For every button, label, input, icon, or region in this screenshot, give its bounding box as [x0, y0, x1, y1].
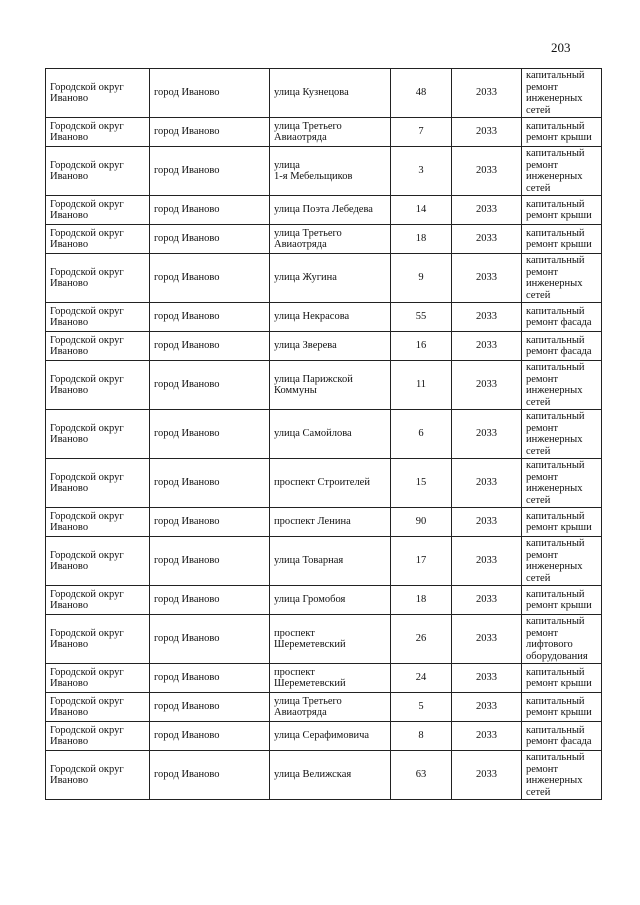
house-number-cell [391, 459, 452, 508]
municipality-text: Городской округ Иваново [50, 266, 124, 289]
street-text: улица Третьего Авиаотряда [274, 120, 342, 143]
street-text: проспект Ленина [274, 516, 351, 528]
municipality-text: Городской округ Иваново [50, 763, 124, 786]
year-cell [452, 722, 522, 751]
work-type-cell [522, 196, 602, 225]
year-cell [452, 664, 522, 693]
house-number-cell [391, 615, 452, 664]
street-cell [270, 332, 391, 361]
street-text: улица Третьего Авиаотряда [274, 227, 342, 250]
year-cell [452, 69, 522, 118]
municipality-text: Городской округ Иваново [50, 422, 124, 445]
municipality-cell [46, 254, 150, 303]
settlement-text: город Иваново [154, 165, 220, 177]
municipality-text: Городской округ Иваново [50, 227, 124, 250]
table-row [46, 69, 602, 118]
municipality-cell [46, 118, 150, 147]
year-text: 2033 [476, 555, 497, 567]
municipality-cell [46, 586, 150, 615]
house-number-cell [391, 69, 452, 118]
street-text: проспект Строителей [274, 477, 370, 489]
year-text: 2033 [476, 701, 497, 713]
house-number-cell [391, 693, 452, 722]
street-cell [270, 361, 391, 410]
year-text: 2033 [476, 87, 497, 99]
work-type-text: капитальный ремонт крыши [526, 695, 592, 718]
street-cell [270, 69, 391, 118]
street-cell [270, 664, 391, 693]
house-number-text: 55 [415, 311, 427, 323]
table-row [46, 615, 602, 664]
house-number-cell [391, 332, 452, 361]
street-cell [270, 722, 391, 751]
house-number-cell [391, 586, 452, 615]
street-text: улица 1-я Мебельщиков [274, 159, 353, 182]
street-cell [270, 693, 391, 722]
municipality-cell [46, 537, 150, 586]
work-type-text: капитальный ремонт инженерных сетей [526, 362, 585, 408]
municipality-text: Городской округ Иваново [50, 510, 124, 533]
settlement-cell [150, 508, 270, 537]
settlement-cell [150, 459, 270, 508]
year-cell [452, 459, 522, 508]
work-type-cell [522, 69, 602, 118]
table-row [46, 722, 602, 751]
work-type-text: капитальный ремонт крыши [526, 588, 592, 611]
work-type-text: капитальный ремонт крыши [526, 198, 592, 221]
repair-schedule-table [45, 68, 602, 800]
work-type-cell [522, 361, 602, 410]
municipality-cell [46, 693, 150, 722]
work-type-cell [522, 586, 602, 615]
house-number-cell [391, 225, 452, 254]
house-number-cell [391, 508, 452, 537]
street-text: улица Жугина [274, 272, 337, 284]
settlement-text: город Иваново [154, 379, 220, 391]
work-type-cell [522, 508, 602, 537]
house-number-cell [391, 664, 452, 693]
street-text: улица Зверева [274, 340, 337, 352]
table-row [46, 664, 602, 693]
year-cell [452, 537, 522, 586]
work-type-text: капитальный ремонт крыши [526, 510, 592, 533]
work-type-cell [522, 118, 602, 147]
municipality-cell [46, 664, 150, 693]
settlement-cell [150, 332, 270, 361]
house-number-text: 15 [415, 477, 427, 489]
year-cell [452, 693, 522, 722]
year-cell [452, 147, 522, 196]
table-row [46, 693, 602, 722]
year-text: 2033 [476, 340, 497, 352]
settlement-text: город Иваново [154, 204, 220, 216]
year-text: 2033 [476, 477, 497, 489]
settlement-text: город Иваново [154, 730, 220, 742]
settlement-cell [150, 537, 270, 586]
work-type-cell [522, 459, 602, 508]
municipality-cell [46, 332, 150, 361]
street-text: улица Велижская [274, 769, 352, 781]
municipality-text: Городской округ Иваново [50, 305, 124, 328]
municipality-cell [46, 361, 150, 410]
settlement-text: город Иваново [154, 633, 220, 645]
municipality-text: Городской округ Иваново [50, 198, 124, 221]
table-row [46, 118, 602, 147]
page-number: 203 [551, 40, 571, 55]
house-number-text: 11 [415, 379, 427, 391]
settlement-text: город Иваново [154, 769, 220, 781]
work-type-text: капитальный ремонт крыши [526, 120, 592, 143]
house-number-cell [391, 410, 452, 459]
house-number-text: 90 [415, 516, 427, 528]
year-cell [452, 751, 522, 800]
street-cell [270, 254, 391, 303]
municipality-text: Городской округ Иваново [50, 159, 124, 182]
settlement-text: город Иваново [154, 87, 220, 99]
settlement-text: город Иваново [154, 477, 220, 489]
street-cell [270, 615, 391, 664]
year-cell [452, 615, 522, 664]
municipality-text: Городской округ Иваново [50, 588, 124, 611]
street-text: улица Третьего Авиаотряда [274, 695, 342, 718]
table-row [46, 459, 602, 508]
house-number-text: 16 [415, 340, 427, 352]
work-type-cell [522, 410, 602, 459]
street-text: проспект Шереметевский [274, 627, 346, 650]
year-text: 2033 [476, 428, 497, 440]
year-text: 2033 [476, 633, 497, 645]
municipality-cell [46, 722, 150, 751]
settlement-text: город Иваново [154, 555, 220, 567]
street-cell [270, 118, 391, 147]
work-type-cell [522, 615, 602, 664]
municipality-cell [46, 615, 150, 664]
street-text: проспект Шереметевский [274, 666, 346, 689]
house-number-text: 63 [415, 769, 427, 781]
municipality-text: Городской округ Иваново [50, 81, 124, 104]
settlement-text: город Иваново [154, 340, 220, 352]
settlement-cell [150, 586, 270, 615]
street-cell [270, 459, 391, 508]
table-row [46, 147, 602, 196]
year-cell [452, 586, 522, 615]
year-cell [452, 196, 522, 225]
house-number-text: 17 [415, 555, 427, 567]
settlement-cell [150, 615, 270, 664]
street-cell [270, 751, 391, 800]
house-number-text: 18 [415, 594, 427, 606]
year-cell [452, 225, 522, 254]
municipality-text: Городской округ Иваново [50, 471, 124, 494]
street-cell [270, 410, 391, 459]
work-type-text: капитальный ремонт инженерных сетей [526, 752, 585, 798]
street-cell [270, 586, 391, 615]
year-text: 2033 [476, 311, 497, 323]
work-type-text: капитальный ремонт инженерных сетей [526, 148, 585, 194]
year-cell [452, 332, 522, 361]
street-cell [270, 196, 391, 225]
work-type-text: капитальный ремонт инженерных сетей [526, 255, 585, 301]
work-type-cell [522, 693, 602, 722]
table-row [46, 361, 602, 410]
settlement-cell [150, 722, 270, 751]
work-type-text: капитальный ремонт крыши [526, 666, 592, 689]
work-type-cell [522, 303, 602, 332]
table-row [46, 196, 602, 225]
year-cell [452, 303, 522, 332]
settlement-cell [150, 664, 270, 693]
work-type-text: капитальный ремонт инженерных сетей [526, 70, 585, 116]
year-text: 2033 [476, 126, 497, 138]
work-type-cell [522, 722, 602, 751]
municipality-cell [46, 459, 150, 508]
street-cell [270, 225, 391, 254]
settlement-cell [150, 225, 270, 254]
year-cell [452, 410, 522, 459]
settlement-text: город Иваново [154, 233, 220, 245]
year-text: 2033 [476, 204, 497, 216]
settlement-text: город Иваново [154, 272, 220, 284]
settlement-text: город Иваново [154, 428, 220, 440]
house-number-text: 5 [418, 701, 424, 713]
street-text: улица Самойлова [274, 428, 352, 440]
year-text: 2033 [476, 769, 497, 781]
house-number-cell [391, 303, 452, 332]
year-cell [452, 361, 522, 410]
table-row [46, 751, 602, 800]
house-number-cell [391, 196, 452, 225]
municipality-text: Городской округ Иваново [50, 334, 124, 357]
year-text: 2033 [476, 379, 497, 391]
work-type-cell [522, 664, 602, 693]
work-type-cell [522, 147, 602, 196]
work-type-cell [522, 751, 602, 800]
table-body [46, 69, 602, 800]
municipality-text: Городской округ Иваново [50, 549, 124, 572]
municipality-text: Городской округ Иваново [50, 724, 124, 747]
municipality-cell [46, 225, 150, 254]
settlement-cell [150, 693, 270, 722]
work-type-text: капитальный ремонт инженерных сетей [526, 538, 585, 584]
house-number-text: 3 [418, 165, 424, 177]
table-row [46, 254, 602, 303]
work-type-text: капитальный ремонт фасада [526, 305, 592, 328]
year-text: 2033 [476, 730, 497, 742]
municipality-text: Городской округ Иваново [50, 120, 124, 143]
table-row [46, 303, 602, 332]
street-cell [270, 147, 391, 196]
settlement-cell [150, 361, 270, 410]
table-row [46, 410, 602, 459]
year-text: 2033 [476, 272, 497, 284]
year-cell [452, 118, 522, 147]
work-type-text: капитальный ремонт лифтового оборудования [526, 616, 588, 662]
settlement-cell [150, 410, 270, 459]
house-number-text: 7 [418, 126, 424, 138]
house-number-cell [391, 118, 452, 147]
year-text: 2033 [476, 672, 497, 684]
table-row [46, 332, 602, 361]
municipality-text: Городской округ Иваново [50, 373, 124, 396]
year-cell [452, 254, 522, 303]
house-number-text: 26 [415, 633, 427, 645]
street-text: улица Парижской Коммуны [274, 373, 353, 396]
settlement-cell [150, 254, 270, 303]
municipality-text: Городской округ Иваново [50, 666, 124, 689]
street-text: улица Серафимовича [274, 730, 370, 742]
house-number-text: 18 [415, 233, 427, 245]
work-type-cell [522, 225, 602, 254]
table-row [46, 537, 602, 586]
house-number-text: 48 [415, 87, 427, 99]
year-text: 2033 [476, 516, 497, 528]
settlement-text: город Иваново [154, 126, 220, 138]
settlement-cell [150, 69, 270, 118]
year-text: 2033 [476, 233, 497, 245]
municipality-text: Городской округ Иваново [50, 695, 124, 718]
settlement-cell [150, 196, 270, 225]
work-type-cell [522, 332, 602, 361]
year-text: 2033 [476, 165, 497, 177]
house-number-cell [391, 537, 452, 586]
settlement-cell [150, 147, 270, 196]
house-number-text: 6 [418, 428, 424, 440]
municipality-cell [46, 69, 150, 118]
work-type-text: капитальный ремонт крыши [526, 227, 592, 250]
settlement-text: город Иваново [154, 701, 220, 713]
municipality-cell [46, 410, 150, 459]
settlement-text: город Иваново [154, 516, 220, 528]
municipality-cell [46, 751, 150, 800]
year-cell [452, 508, 522, 537]
house-number-text: 8 [418, 730, 424, 742]
house-number-cell [391, 147, 452, 196]
settlement-text: город Иваново [154, 672, 220, 684]
settlement-cell [150, 751, 270, 800]
municipality-cell [46, 508, 150, 537]
street-cell [270, 537, 391, 586]
work-type-text: капитальный ремонт фасада [526, 724, 592, 747]
settlement-text: город Иваново [154, 311, 220, 323]
house-number-cell [391, 361, 452, 410]
settlement-text: город Иваново [154, 594, 220, 606]
work-type-text: капитальный ремонт инженерных сетей [526, 460, 585, 506]
table-row [46, 586, 602, 615]
house-number-cell [391, 254, 452, 303]
municipality-cell [46, 147, 150, 196]
house-number-cell [391, 722, 452, 751]
work-type-cell [522, 254, 602, 303]
street-text: улица Товарная [274, 555, 344, 567]
municipality-cell [46, 196, 150, 225]
table-row [46, 508, 602, 537]
work-type-text: капитальный ремонт фасада [526, 334, 592, 357]
street-text: улица Поэта Лебедева [274, 204, 373, 216]
settlement-cell [150, 118, 270, 147]
street-text: улица Кузнецова [274, 87, 349, 99]
house-number-text: 14 [415, 204, 427, 216]
work-type-cell [522, 537, 602, 586]
house-number-text: 9 [418, 272, 424, 284]
street-text: улица Громобоя [274, 594, 346, 606]
work-type-text: капитальный ремонт инженерных сетей [526, 411, 585, 457]
street-text: улица Некрасова [274, 311, 350, 323]
municipality-cell [46, 303, 150, 332]
street-cell [270, 508, 391, 537]
table-row [46, 225, 602, 254]
settlement-cell [150, 303, 270, 332]
house-number-text: 24 [415, 672, 427, 684]
street-cell [270, 303, 391, 332]
municipality-text: Городской округ Иваново [50, 627, 124, 650]
year-text: 2033 [476, 594, 497, 606]
house-number-cell [391, 751, 452, 800]
